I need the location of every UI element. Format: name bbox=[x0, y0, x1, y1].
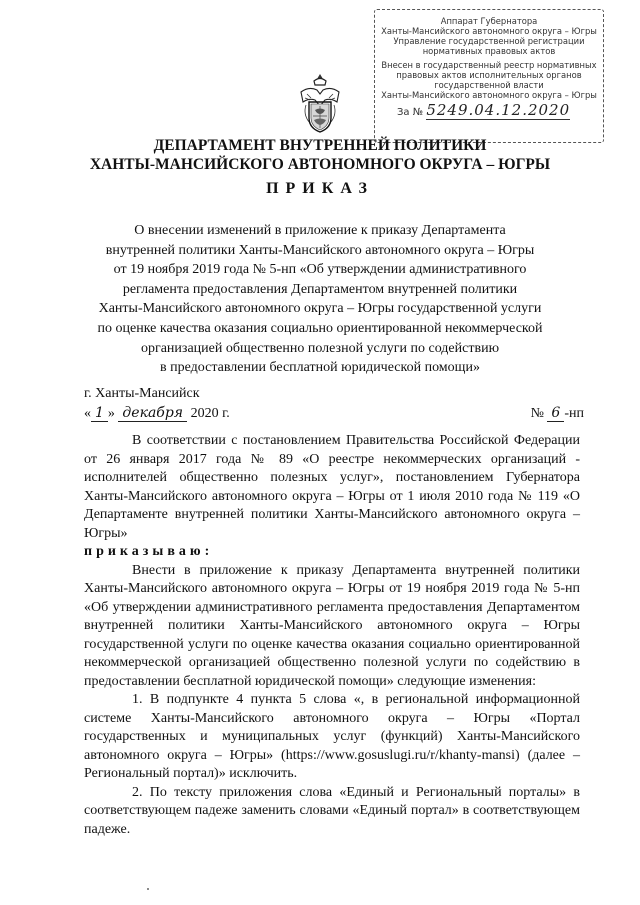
date-month: декабря bbox=[118, 405, 187, 422]
doc-number-suffix: -нп bbox=[564, 406, 584, 421]
stamp-registration-number bbox=[375, 101, 603, 119]
amendment-item: 1. В подпункте 4 пункта 5 слова «, в региональной информационной системе Ханты-Мансийского автономного округа – Югры «Портал государственных и муниципальных услуг (функций) Ханты-Мансийского автономного округа – Югры» (https://www.gosuslugi.ru/r/khanty-mansi) (далее – Региональный портал)» исключить. bbox=[84, 692, 580, 781]
stamp-line: государственной власти bbox=[434, 80, 544, 90]
city: г. Ханты-Мансийск bbox=[84, 386, 200, 401]
date-line bbox=[84, 405, 584, 427]
document-type: ПРИКАЗ bbox=[266, 180, 374, 197]
stamp-line: правовых актов исполнительных органов bbox=[396, 70, 582, 80]
department-name-line: ХАНТЫ-МАНСИЙСКОГО АВТОНОМНОГО ОКРУГА – ЮГРЫ bbox=[89, 156, 551, 173]
date-year: 2020 г. bbox=[190, 406, 230, 421]
doc-number-prefix: № bbox=[530, 406, 544, 421]
stamp-line: Аппарат Губернатора bbox=[440, 16, 538, 26]
scan-dot bbox=[147, 888, 149, 890]
stamp-line: Управление государственной регистрации bbox=[393, 36, 585, 46]
stamp-reg-prefix: За № bbox=[397, 107, 424, 118]
date-open-quote: « bbox=[84, 406, 91, 421]
stamp-line: Внесен в государственный реестр нормативных bbox=[381, 60, 597, 70]
body-paragraph bbox=[84, 432, 580, 543]
subject-line: Ханты-Мансийского автономного округа – Югры государственной услуги bbox=[98, 301, 542, 317]
subject-line: организацией общественно полезной услуги по содействию bbox=[140, 340, 500, 356]
subject-line: от 19 ноября 2019 года № 5-нп «Об утверждении административного bbox=[113, 262, 527, 278]
stamp-reg-value: 5249.04.12.2020 bbox=[426, 101, 571, 119]
coat-of-arms-emblem-icon bbox=[297, 72, 343, 136]
date-close-quote: » bbox=[107, 406, 115, 421]
stamp-line: Ханты-Мансийского автономного округа – Югры bbox=[381, 26, 597, 36]
order-subject bbox=[70, 221, 570, 378]
prikazyvayu-label: приказываю: bbox=[84, 544, 214, 559]
preamble-text: В соответствии с постановлением Правительства Российской Федерации от 26 января 2017 года № 89 «О реестре некоммерческих организаций - исполнителей общественно полезных услуг», постановлением Губернатора Ханты-Мансийского автономного округа – Югры от 1 июля 2010 года № 119 «О Департаменте внутренней политики Ханты-Мансийского автономного округа – Югры» bbox=[84, 433, 580, 541]
date-day: 1 bbox=[91, 405, 108, 422]
body-paragraph: Внести в приложение к приказу Департамента внутренней политики Ханты-Мансийского автономного округа – Югры от 19 ноября 2019 года № 5-нп «Об утверждении административного регламента предоставления Департаментом внутренней политики Ханты-Мансийского автономного округа – Югры государственной услуги по оценке качества оказания социально ориентированной некоммерческой организацией общественно полезной услуги по содействию в предоставлении бесплатной юридической помощи» следующие изменения: bbox=[84, 562, 580, 689]
subject-line: по оценке качества оказания социально ориентированной некоммерческой bbox=[97, 320, 543, 336]
order-body bbox=[84, 432, 580, 839]
document-number bbox=[531, 405, 584, 422]
subject-line: О внесении изменений в приложение к приказу Департамента bbox=[134, 223, 506, 238]
stamp-line: нормативных правовых актов bbox=[422, 46, 556, 56]
amendment-item: 2. По тексту приложения слова «Единый и Региональный порталы» в соответствующем падеже заменить словами «Единый портал» в соответствующем падеже. bbox=[84, 784, 580, 837]
subject-line: в предоставлении бесплатной юридической помощи» bbox=[160, 360, 480, 376]
department-name-line: ДЕПАРТАМЕНТ ВНУТРЕННЕЙ ПОЛИТИКИ bbox=[153, 137, 487, 154]
subject-line: внутренней политики Ханты-Мансийского автономного округа – Югры bbox=[105, 242, 535, 258]
subject-line: регламента предоставления Департаментом внутренней политики bbox=[122, 281, 518, 297]
stamp-line: Ханты-Мансийского автономного округа – Югры bbox=[381, 90, 597, 100]
registration-stamp bbox=[374, 9, 604, 143]
doc-number-value: 6 bbox=[547, 405, 564, 422]
